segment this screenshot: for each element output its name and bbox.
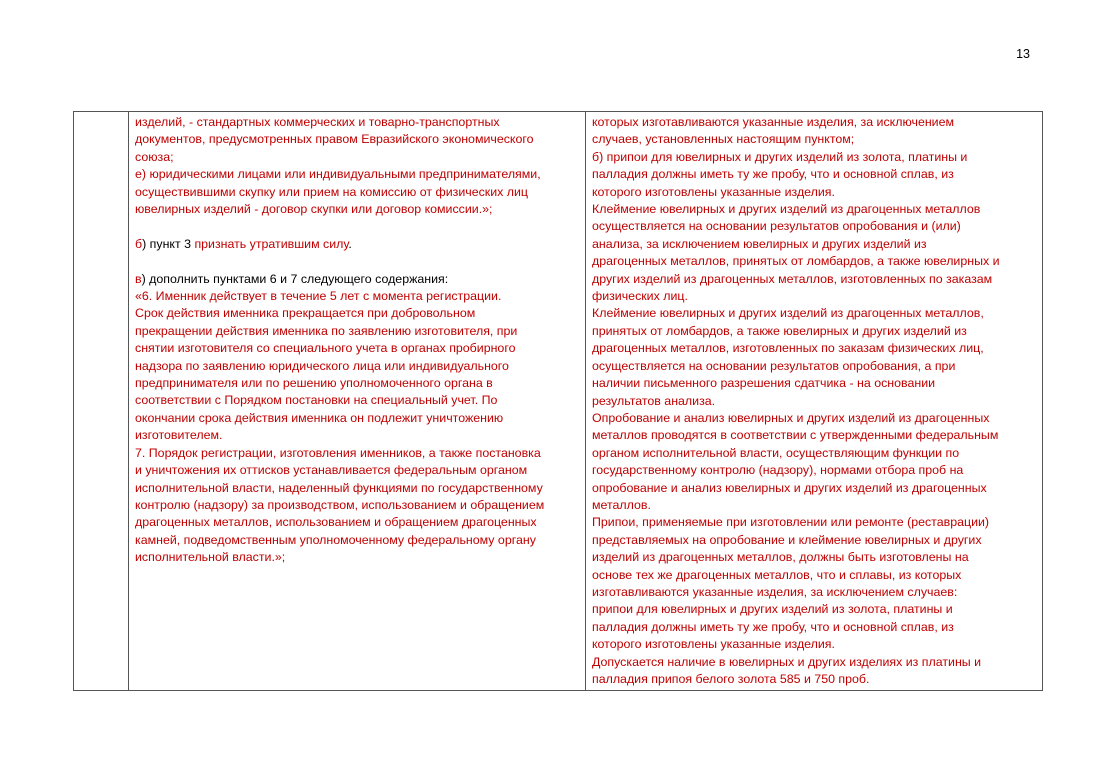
- text-line: б) припои для ювелирных и других изделий из золота, платины и: [592, 149, 968, 164]
- table-row: [74, 112, 1043, 691]
- text-line: документов, предусмотренных правом Евразийского экономического: [135, 132, 534, 147]
- text-line: исполнительной власти.»;: [135, 550, 286, 565]
- text-line: осуществившими скупку или прием на комиссию от физических лиц: [135, 184, 529, 199]
- text-line: припои для ювелирных и других изделий из золота, платины и: [592, 602, 953, 617]
- text-line: наличии письменного разрешения сдатчика - на основании: [592, 376, 936, 391]
- current-text-cell: [586, 112, 1043, 691]
- text-line: других изделий из драгоценных металлов, изготовленных по заказам: [592, 271, 993, 286]
- text-line: драгоценных металлов, использованием и обращением драгоценных: [135, 515, 537, 530]
- text-line: металлов.: [592, 497, 651, 512]
- text-line: Припои, применяемые при изготовлении или ремонте (реставрации): [592, 515, 990, 530]
- text-line: результатов анализа.: [592, 393, 716, 408]
- text-line: окончании срока действия именника он подлежит уничтожению: [135, 410, 504, 425]
- comparison-table: [73, 111, 1043, 691]
- text-line: Клеймение ювелирных и других изделий из драгоценных металлов: [592, 202, 981, 217]
- amendment-text-cell: [129, 112, 586, 691]
- text-line: Опробование и анализ ювелирных и других изделий из драгоценных: [592, 410, 990, 425]
- item-b-end: .: [348, 236, 352, 251]
- text-line: принятых от ломбардов, а также ювелирных и других изделий из: [592, 323, 967, 338]
- text-line: органом исполнительной власти, осуществляющим функции по: [592, 445, 960, 460]
- text-line: изделий из драгоценных металлов, должны быть изготовлены на: [592, 550, 969, 565]
- text-line: «6. Именник действует в течение 5 лет с момента регистрации.: [135, 289, 502, 304]
- item-v-letter: в: [135, 271, 142, 286]
- text-line: Клеймение ювелирных и других изделий из драгоценных металлов,: [592, 306, 984, 321]
- blank-line: [135, 218, 581, 235]
- item-v-text: ) дополнить пунктами 6 и 7 следующего содержания:: [141, 271, 449, 286]
- text-line: соответствии с Порядком постановки на специальный учет. По: [135, 393, 498, 408]
- text-line: которых изготавливаются указанные изделия, за исключением: [592, 115, 955, 129]
- item-b-text: ) пункт 3: [142, 236, 195, 251]
- text-line: Допускается наличие в ювелирных и других изделиях из платины и: [592, 654, 982, 669]
- text-line: и уничтожения их оттисков устанавливается федеральным органом: [135, 463, 528, 478]
- item-b-action: признать утратившим силу: [194, 236, 349, 251]
- text-line: осуществляется на основании результатов опробования, а при: [592, 358, 956, 373]
- text-line: камней, подведомственным уполномоченному федеральному органу: [135, 532, 536, 547]
- text-line: которого изготовлены указанные изделия.: [592, 184, 835, 199]
- page-number: 13: [1016, 47, 1030, 61]
- text-line: драгоценных металлов, изготовленных по заказам физических лиц,: [592, 341, 984, 356]
- text-line: палладия должны иметь ту же пробу, что и основной сплав, из: [592, 619, 954, 634]
- text-line: ювелирных изделий - договор скупки или договор комиссии.»;: [135, 202, 493, 217]
- text-line: контролю (надзору) за производством, использованием и обращением: [135, 497, 545, 512]
- empty-number-cell: [74, 112, 129, 691]
- text-line: предпринимателя или по решению уполномоченного органа в: [135, 376, 493, 391]
- text-line: случаев, установленных настоящим пунктом;: [592, 132, 855, 147]
- text-line: осуществляется на основании результатов опробования и (или): [592, 219, 961, 234]
- text-line: государственному контролю (надзору), нормами отбора проб на: [592, 463, 964, 478]
- blank-line: [135, 253, 581, 270]
- text-line: е) юридическими лицами или индивидуальными предпринимателями,: [135, 167, 541, 182]
- text-line: которого изготовлены указанные изделия.: [592, 637, 835, 652]
- item-v-line: [135, 271, 581, 288]
- text-line: основе тех же драгоценных металлов, что и сплавы, из которых: [592, 567, 962, 582]
- text-line: изготовителем.: [135, 428, 223, 443]
- text-line: исполнительной власти, наделенный функциями по государственному: [135, 480, 543, 495]
- text-line: 7. Порядок регистрации, изготовления именников, а также постановка: [135, 445, 541, 460]
- text-line: металлов проводятся в соответствии с утвержденными федеральным: [592, 428, 999, 443]
- text-line: представляемых на опробование и клеймение ювелирных и других: [592, 532, 982, 547]
- text-line: драгоценных металлов, принятых от ломбардов, а также ювелирных и: [592, 254, 1000, 269]
- text-line: палладия должны иметь ту же пробу, что и основной сплав, из: [592, 167, 954, 182]
- item-b-letter: б: [135, 236, 143, 251]
- text-line: физических лиц.: [592, 289, 688, 304]
- text-line: прекращении действия именника по заявлению изготовителя, при: [135, 323, 518, 338]
- text-line: изготавливаются указанные изделия, за исключением случаев:: [592, 584, 958, 599]
- text-line: надзора по заявлению юридического лица или индивидуального: [135, 358, 509, 373]
- text-line: анализа, за исключением ювелирных и других изделий из: [592, 236, 927, 251]
- text-line: изделий, - стандартных коммерческих и товарно-транспортных: [135, 115, 500, 129]
- text-line: опробование и анализ ювелирных и других изделий из драгоценных: [592, 480, 987, 495]
- text-line: Срок действия именника прекращается при добровольном: [135, 306, 476, 321]
- item-b-line: [135, 236, 581, 253]
- text-line: союза;: [135, 149, 174, 164]
- text-line: палладия припоя белого золота 585 и 750 проб.: [592, 672, 870, 686]
- text-line: снятии изготовителя со специального учета в органах пробирного: [135, 341, 516, 356]
